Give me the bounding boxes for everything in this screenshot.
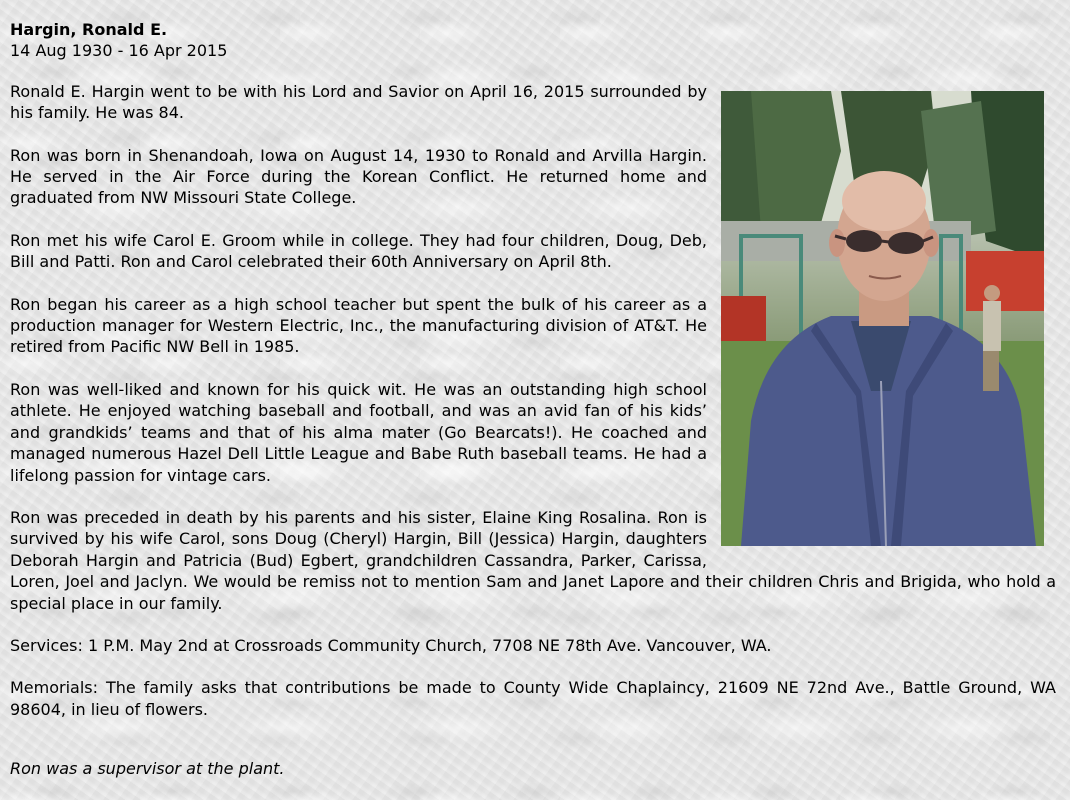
obituary-dates: 14 Aug 1930 - 16 Apr 2015 (10, 41, 228, 61)
paragraph-passing: Ronald E. Hargin went to be with his Lord and Savior on April 16, 2015 surrounded by his family. He was 84. (10, 81, 707, 123)
paragraph-memorials: Memorials: The family asks that contributions be made to County Wide Chaplaincy, 21609 NE 72nd Ave., Battle Ground, WA 98604, in lieu of flowers. (10, 678, 1056, 719)
paragraph-services: Services: 1 P.M. May 2nd at Crossroads Community Church, 7708 NE 78th Ave. Vancouver, WA. (10, 635, 772, 655)
obituary (10, 19, 1056, 780)
paragraph-career: Ron began his career as a high school teacher but spent the bulk of his career as a production manager for Western Electric, Inc., the manufacturing division of AT&T. He retired from Pacific NW Bell in 1985. (10, 294, 707, 357)
paragraph-marriage: Ron met his wife Carol E. Groom while in college. They had four children, Doug, Deb, Bill and Patti. Ron and Carol celebrated their 60th Anniversary on April 8th. (10, 230, 707, 272)
portrait-photo (721, 91, 1044, 546)
paragraph-family: Ron was preceded in death by his parents and his sister, Elaine King Rosalina. Ron is survived by his wife Carol, sons Doug (Cheryl) Hargin, Bill (Jessica) Hargin, daughters Deborah Hargin and Patricia (Bud) Egbert, grandchildren Cassandra, Parker, Carissa, Loren, Joel and Jaclyn. We would be remiss not to mention Sam and Janet Lapore and their children Chris and Brigida, who hold a special place in our family. (10, 507, 1056, 613)
paragraph-early-life: Ron was born in Shenandoah, Iowa on August 14, 1930 to Ronald and Arvilla Hargin. He served in the Air Force during the Korean Conflict. He returned home and graduated from NW Missouri State College. (10, 145, 707, 208)
supervisor-note: Ron was a supervisor at the plant. (10, 759, 285, 779)
obituary-name: Hargin, Ronald E. (10, 20, 168, 39)
paragraph-personality: Ron was well-liked and known for his quick wit. He was an outstanding high school athlete. He enjoyed watching baseball and football, and was an avid fan of his kids’ and grandkids’ teams and that of his alma mater (Go Bearcats!). He coached and managed numerous Hazel Dell Little League and Babe Ruth baseball teams. He had a lifelong passion for vintage cars. (10, 379, 707, 485)
